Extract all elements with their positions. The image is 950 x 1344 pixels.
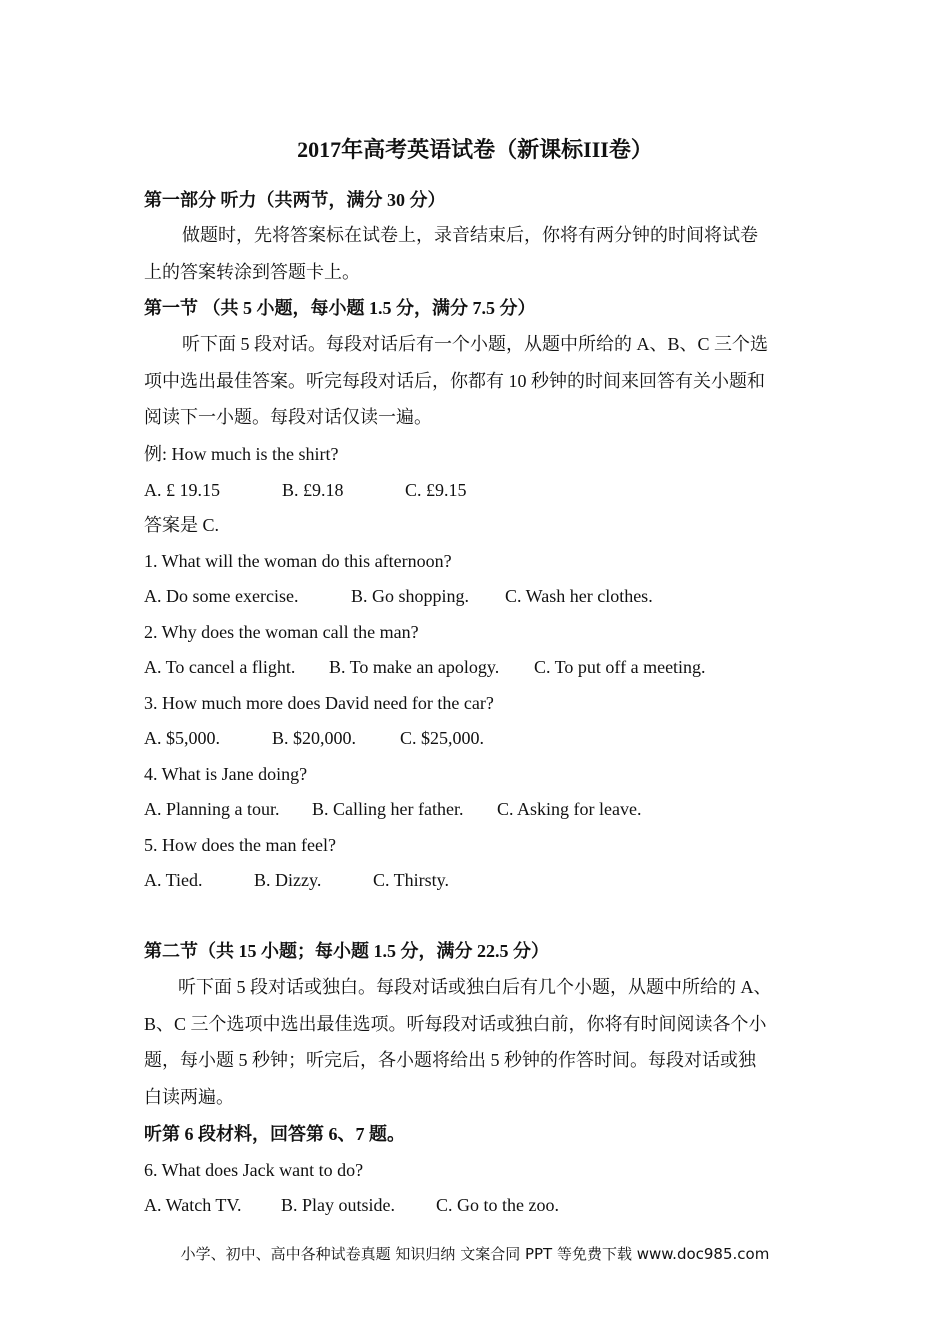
section2-instruction-line4: 白读两遍。 [144, 1087, 234, 1107]
material-6-heading: 听第 6 段材料，回答第 6、7 题。 [144, 1124, 405, 1144]
question-1-options [144, 583, 653, 609]
option-b: B. Dizzy. [254, 870, 322, 890]
question-5-options [144, 867, 449, 893]
example-option-b: B. £9.18 [282, 480, 344, 500]
part1-heading: 第一部分 听力（共两节，满分 30 分） [144, 190, 446, 210]
option-b: B. Calling her father. [312, 799, 464, 819]
example-question: 例: How much is the shirt? [144, 444, 339, 464]
option-a: A. To cancel a flight. [144, 657, 296, 677]
section1-instruction-line3: 阅读下一小题。每段对话仅读一遍。 [144, 407, 432, 427]
section1-heading: 第一节 （共 5 小题，每小题 1.5 分，满分 7.5 分） [144, 298, 536, 318]
example-option-c: C. £9.15 [405, 480, 467, 500]
question-6: 6. What does Jack want to do? [144, 1160, 364, 1180]
section1-instruction-line2: 项中选出最佳答案。听完每段对话后，你都有 10 秒钟的时间来回答有关小题和 [144, 371, 765, 391]
option-a: A. Tied. [144, 870, 203, 890]
question-2-options [144, 654, 706, 680]
option-c: C. $25,000. [400, 728, 485, 748]
option-c: C. To put off a meeting. [534, 657, 706, 677]
option-c: C. Wash her clothes. [505, 586, 653, 606]
part1-instruction-line1: 做题时，先将答案标在试卷上，录音结束后，你将有两分钟的时间将试卷 [182, 225, 758, 245]
question-3: 3. How much more does David need for the car? [144, 693, 494, 713]
example-option-a: A. £ 19.15 [144, 480, 220, 500]
option-c: C. Asking for leave. [497, 799, 642, 819]
page-title: 2017年高考英语试卷（新课标III卷） [297, 137, 653, 162]
question-1: 1. What will the woman do this afternoon? [144, 551, 452, 571]
section1-instruction-line1: 听下面 5 段对话。每段对话后有一个小题，从题中所给的 A、B、C 三个选 [182, 334, 769, 354]
option-b: B. Play outside. [281, 1195, 396, 1215]
question-2: 2. Why does the woman call the man? [144, 622, 419, 642]
part1-instruction-line2: 上的答案转涂到答题卡上。 [144, 262, 360, 282]
option-b: B. $20,000. [272, 728, 357, 748]
question-5: 5. How does the man feel? [144, 835, 336, 855]
section2-heading: 第二节（共 15 小题；每小题 1.5 分，满分 22.5 分） [144, 941, 549, 961]
section2-instruction-line1: 听下面 5 段对话或独白。每段对话或独白后有几个小题，从题中所给的 A、 [178, 977, 772, 997]
question-4-options [144, 796, 641, 822]
footer-banner: 小学、初中、高中各种试卷真题 知识归纳 文案合同 PPT 等免费下载 www.doc985.com [180, 1245, 770, 1263]
example-options [144, 477, 467, 503]
option-a: A. $5,000. [144, 728, 220, 748]
question-6-options [144, 1192, 559, 1218]
option-b: B. To make an apology. [329, 657, 500, 677]
question-4: 4. What is Jane doing? [144, 764, 308, 784]
section2-instruction-line3: 题，每小题 5 秒钟；听完后，各小题将给出 5 秒钟的作答时间。每段对话或独 [144, 1050, 756, 1070]
option-c: C. Go to the zoo. [436, 1195, 559, 1215]
example-answer: 答案是 C. [144, 515, 220, 535]
option-a: A. Watch TV. [144, 1195, 242, 1215]
option-b: B. Go shopping. [351, 586, 470, 606]
option-a: A. Do some exercise. [144, 586, 299, 606]
question-3-options [144, 725, 484, 751]
option-a: A. Planning a tour. [144, 799, 280, 819]
option-c: C. Thirsty. [373, 870, 450, 890]
section2-instruction-line2: B、C 三个选项中选出最佳选项。听每段对话或独白前，你将有时间阅读各个小 [144, 1014, 767, 1034]
